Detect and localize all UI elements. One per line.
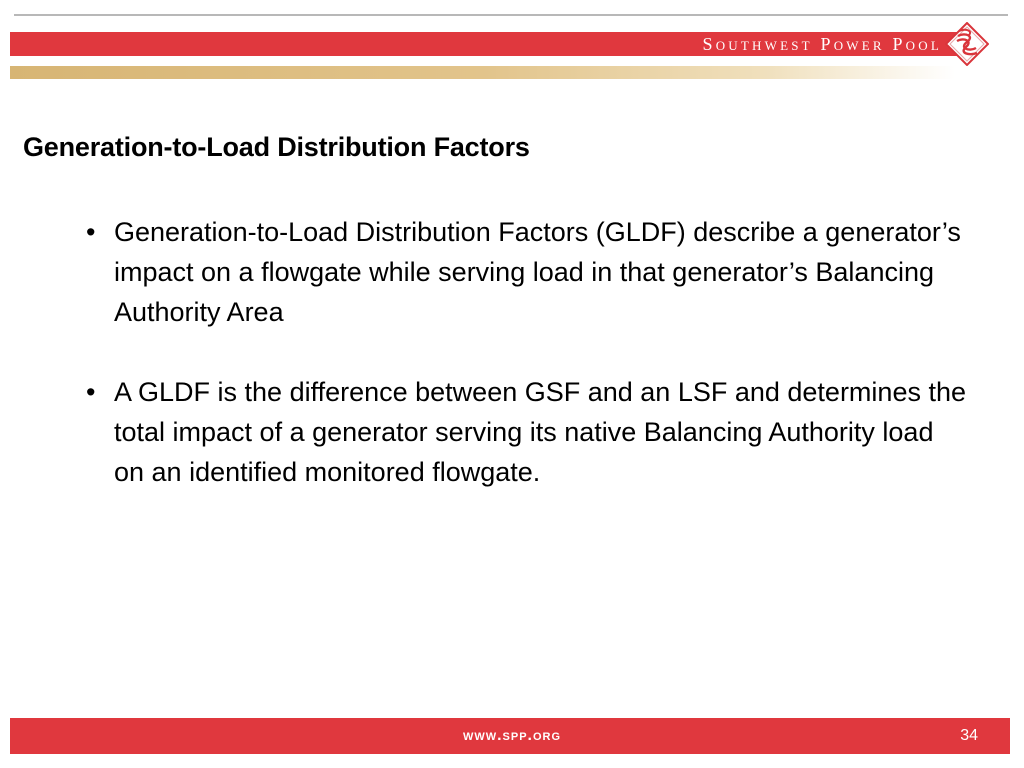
top-divider xyxy=(14,14,1008,16)
accent-band xyxy=(10,66,955,79)
bullet-glyph: • xyxy=(86,217,96,247)
page-number: 34 xyxy=(960,727,978,744)
bullet-text: Generation-to-Load Distribution Factors (GLDF) describe a generator’s impact on a flowgate while serving load in that generator’s Balancing Authority Area xyxy=(114,217,961,327)
slide-title: Generation-to-Load Distribution Factors xyxy=(23,132,530,162)
bullet-text: A GLDF is the difference between GSF and an LSF and determines the total impact of a generator serving its native Balancing Authority load on an identified monitored flowgate. xyxy=(114,377,966,487)
brand-name: Southwest Power Pool xyxy=(702,34,942,54)
bullet-glyph: • xyxy=(86,377,96,407)
spp-logo-icon xyxy=(945,22,989,66)
bullet-list xyxy=(86,212,966,532)
list-item xyxy=(86,372,966,492)
footer-url: www.spp.org xyxy=(462,727,562,744)
list-item xyxy=(86,212,966,332)
